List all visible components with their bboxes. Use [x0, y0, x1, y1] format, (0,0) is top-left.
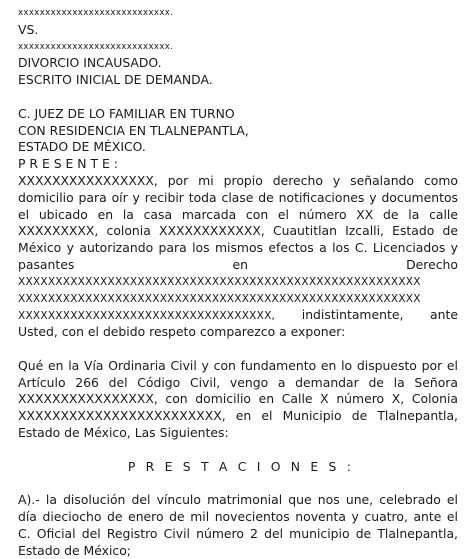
- document-type: ESCRITO INICIAL DE DEMANDA.: [18, 72, 458, 89]
- intro-word: pasantes: [18, 257, 74, 272]
- item-a-line: día dieciocho de enero de mil novecientos noventa y cuatro, ante el: [18, 509, 458, 526]
- intro-line: el ubicado en la casa marcada con el número XX de la calle: [18, 207, 458, 224]
- claim-line: Qué en la Vía Ordinaria Civil y con fundamento en lo dispuesto por el: [18, 358, 458, 375]
- intro-word: ante: [430, 307, 458, 322]
- redacted-names-line: XXXXXXXXXXXXXXXXXXXXXXXXXXXXXXXXXXXXXXXXXXXXXXXXXXXXXX: [18, 274, 458, 291]
- spacer: [18, 475, 458, 492]
- redacted-names-line: XXXXXXXXXXXXXXXXXXXXXXXXXXXXXXXXXXXXXXXXXXXXXXXXXXXXXX: [18, 291, 458, 308]
- item-a-line: A).- la disolución del vínculo matrimonial que nos une, celebrado el: [18, 492, 458, 509]
- claim-line: XXXXXXXXXXXXXXXXXXXXXXXX, en el Municipio de Tlalnepantla,: [18, 408, 458, 425]
- party-b-name: xxxxxxxxxxxxxxxxxxxxxxxxxxxx.: [18, 39, 458, 56]
- addressee-line-3: ESTADO DE MÉXICO.: [18, 139, 458, 156]
- prestaciones-heading: P R E S T A C I O N E S :: [18, 459, 458, 476]
- item-a-line-last: Estado de México;: [18, 543, 458, 559]
- intro-line-spread: [18, 307, 458, 324]
- addressee-line-2: CON RESIDENCIA EN TLALNEPANTLA,: [18, 123, 458, 140]
- legal-document-page: [18, 5, 458, 559]
- claim-line-last: Estado de México, Las Siguientes:: [18, 425, 458, 442]
- spacer: [18, 89, 458, 106]
- versus-label: VS.: [18, 22, 458, 39]
- presente-label: P R E S E N T E :: [18, 156, 458, 173]
- spacer: [18, 442, 458, 459]
- intro-line: domicilio para oír y recibir toda clase de notificaciones y documentos: [18, 190, 458, 207]
- addressee-line-1: C. JUEZ DE LO FAMILIAR EN TURNO: [18, 106, 458, 123]
- intro-line: XXXXXXXXX, colonia XXXXXXXXXXXX, Cuautitlan Izcalli, Estado de: [18, 223, 458, 240]
- claim-line: XXXXXXXXXXXXXXXX, con domicilio en Calle X número X, Colonia: [18, 391, 458, 408]
- intro-line: XXXXXXXXXXXXXXXX, por mi propio derecho y señalando como: [18, 173, 458, 190]
- party-a-name: xxxxxxxxxxxxxxxxxxxxxxxxxxxx.: [18, 5, 458, 22]
- intro-line: México y autorizando para los mismos efectos a los C. Licenciados y: [18, 240, 458, 257]
- spacer: [18, 341, 458, 358]
- redacted-names: XXXXXXXXXXXXXXXXXXXXXXXXXXXXXXXXXX,: [18, 310, 275, 322]
- intro-line-last: Usted, con el debido respeto comparezco a exponer:: [18, 324, 458, 341]
- item-a-line: C. Oficial del Registro Civil número 2 del municipio de Tlalnepantla,: [18, 526, 458, 543]
- intro-line-spread: [18, 257, 458, 274]
- intro-word: indistintamente,: [302, 307, 404, 322]
- intro-word: Derecho: [406, 257, 458, 272]
- claim-line: Artículo 266 del Código Civil, vengo a demandar de la Señora: [18, 375, 458, 392]
- case-type: DIVORCIO INCAUSADO.: [18, 55, 458, 72]
- intro-word: en: [232, 257, 247, 272]
